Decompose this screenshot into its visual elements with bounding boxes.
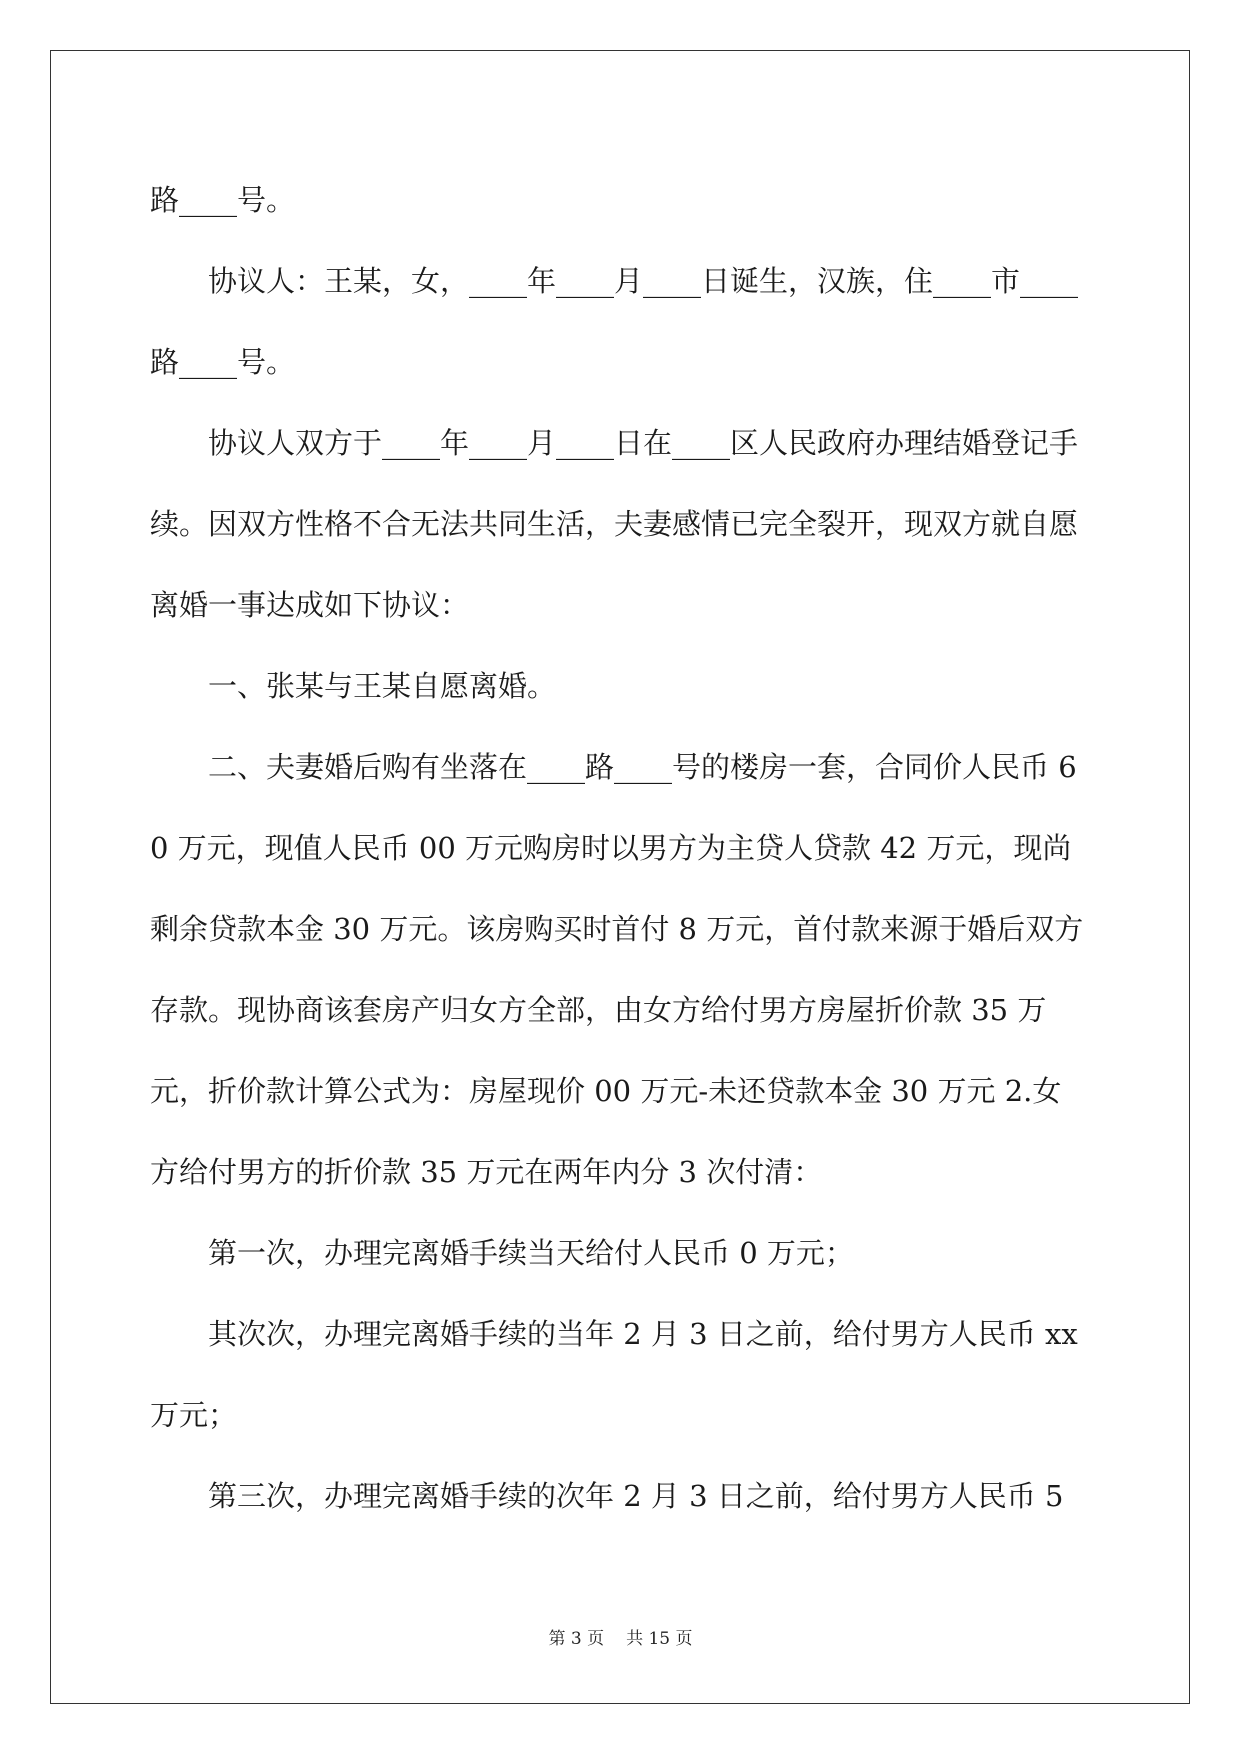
paragraph: 第三次，办理完离婚手续的次年 2 月 3 日之前，给付男方人民币 5 <box>208 1479 1064 1513</box>
paragraph: 协议人双方于____年____月____日在____区人民政府办理结婚登记手续。因双方性格不合无法共同生活，夫妻感情已完全裂开，现双方就自愿离婚一事达成如下协议： <box>150 426 1079 622</box>
page-total: 共 15 页 <box>626 1629 693 1649</box>
document-body <box>150 160 1090 1537</box>
paragraph: 第一次，办理完离婚手续当天给付人民币 0 万元； <box>208 1236 854 1270</box>
paragraph: 路____号。 <box>150 183 296 217</box>
page-number: 第 3 页 <box>548 1629 605 1649</box>
paragraph: 其次次，办理完离婚手续的当年 2 月 3 日之前，给付男方人民币 xx 万元； <box>150 1317 1087 1432</box>
paragraph: 二、夫妻婚后购有坐落在____路____号的楼房一套，合同价人民币 60 万元，现值人民币 00 万元购房时以男方为主贷人贷款 42 万元，现尚剩余贷款本金 30 万元。该房购买时首付 8 万元，首付款来源于婚后双方存款。现协商该套房产归女方全部，由女方给付男方房屋折价款 35 万元，折价款计算公式为：房屋现价 00 万元-未还贷款本金 30 万元 2.女方给付男方的折价款 35 万元在两年内分 3 次付清： <box>150 750 1084 1189</box>
paragraph: 一、张某与王某自愿离婚。 <box>208 669 557 703</box>
paragraph: 协议人：王某，女，____年____月____日诞生，汉族，住____市____路____号。 <box>150 264 1079 379</box>
page-footer <box>0 1624 1241 1649</box>
